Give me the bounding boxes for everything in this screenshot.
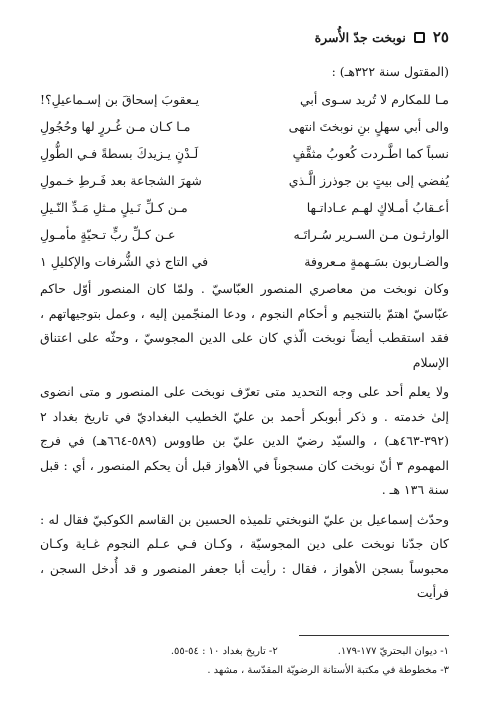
body-paragraph: وحدّث إسماعيل بن عليّ النوبختي تلميذه الحسين بن القاسم الكوكبيّ فقال له : كان جدّنا نوبخت على دين المجوسيّة ، وكـان فـي عـلم النجوم غـاية وكـان محبوساً بسجن الأهواز ، فقال : رأيت أبا جعفر المنصور و قد أُدخل السجن ، فرأيت: [40, 511, 449, 600]
verse-second-half: مـن كـلِّ نَـيلٍ مـثلِ مَـدِّ النّـيلِ: [40, 200, 188, 215]
verse-second-half: شهرَ الشجاعة بعد فَـرطِ خـمولِ: [40, 173, 202, 188]
verse-second-half: في التاج ذي الشُّرفات والإكليلِ ١: [40, 254, 209, 269]
verse-line: [40, 86, 449, 113]
body-paragraph: ولا يعلم أحد على وجه التحديد متى تعرّف نوبخت على المنصور و متى انضوى إلىٰ خدمته . و ذكر أبوبكر أحمد بن عليّ الخطيب البغداديّ في تاريخ بغداد ٢ (٣٩٢-٤٦٣هـ) ، والسيّد رضيّ الدين عليّ بن طاووس (٥٨٩-٦٦٤هـ) في فرج المهموم ٣ أنّ نوبخت كان مسجوناً في الأهواز قبل أن يحكم المنصور ، أي : قبل سنة ١٣٦ هـ .: [40, 384, 450, 497]
footnote-1: ١- ديوان البحتريّ ١٧٧-١٧٩.: [337, 646, 449, 657]
verse-second-half: يـعقوبَ إسحاقَ بن إسـماعيلِ؟!: [40, 92, 200, 107]
verse-first-half: والى أبي سهلٍ بنِ نوبختَ انتهى: [288, 119, 449, 134]
verse-second-half: مـا كـان مـن غُـررٍ لها وحُجُولِ: [40, 119, 191, 134]
footnote-divider: [299, 635, 449, 636]
verse-second-half: عـن كـلِّ ربٍّ تـحيّةٍ مأمـولِ: [40, 227, 176, 242]
verse-line: [40, 140, 449, 167]
running-header: [40, 26, 449, 48]
footnotes: [40, 642, 449, 680]
verse-second-half: لَـدْنٍ يـزيدكَ بسطةً فـي الطُّولِ: [40, 146, 199, 161]
verse-first-half: أعـقابُ أمـلاكٍ لهـم عـاداتـها: [306, 200, 449, 215]
verse-line: [40, 194, 449, 221]
verse-first-half: نسباً كما اطَّـردت كُعوبُ مثقَّفٍ: [292, 146, 449, 161]
poem: [40, 86, 449, 275]
footnote-2: ٢- تاريخ بغداد ١٠ : ٥٤-٥٥.: [170, 646, 278, 657]
footnote-3: ٣- مخطوطة في مكتبة الأستانة الرضويّة المقدّسة ، مشهد .: [207, 665, 449, 676]
verse-line: [40, 248, 449, 275]
square-icon: [414, 32, 425, 43]
header-title: نوبخت جدّ الأُسرة: [314, 29, 406, 45]
verse-first-half: يُفضي إلى بيتٍ بن جوذرز الَّـذي: [288, 173, 449, 188]
verse-first-half: الوارثـون مـن السـرير سُـراتَـه: [293, 227, 449, 242]
verse-first-half: والضـاربون بسَـهمةٍ مـعروفة: [304, 254, 449, 269]
page-number: ٢٥: [432, 28, 449, 46]
verse-intro: (المقتول سنة ٣٢٢هـ) :: [331, 64, 449, 79]
verse-line: [40, 167, 449, 194]
body-paragraph: وكان نوبخت من معاصري المنصور العبّاسيّ . ولمّا كان المنصور أوّل حاكم عبّاسيّ اهتمّ بالتنجيم و أحكام النجوم ، ودعا المنجّمين إليه ، وعمل بتوجيهاتهم ، فقد استقطب أيضاً نوبخت الّذي كان على الدين المجوسيّ ، وحثّه على اعتناق الإسلام: [40, 281, 449, 370]
verse-line: [40, 113, 449, 140]
verse-line: [40, 221, 449, 248]
verse-first-half: مـا للمكارم لا تُريد سـوى أبي: [300, 92, 449, 107]
